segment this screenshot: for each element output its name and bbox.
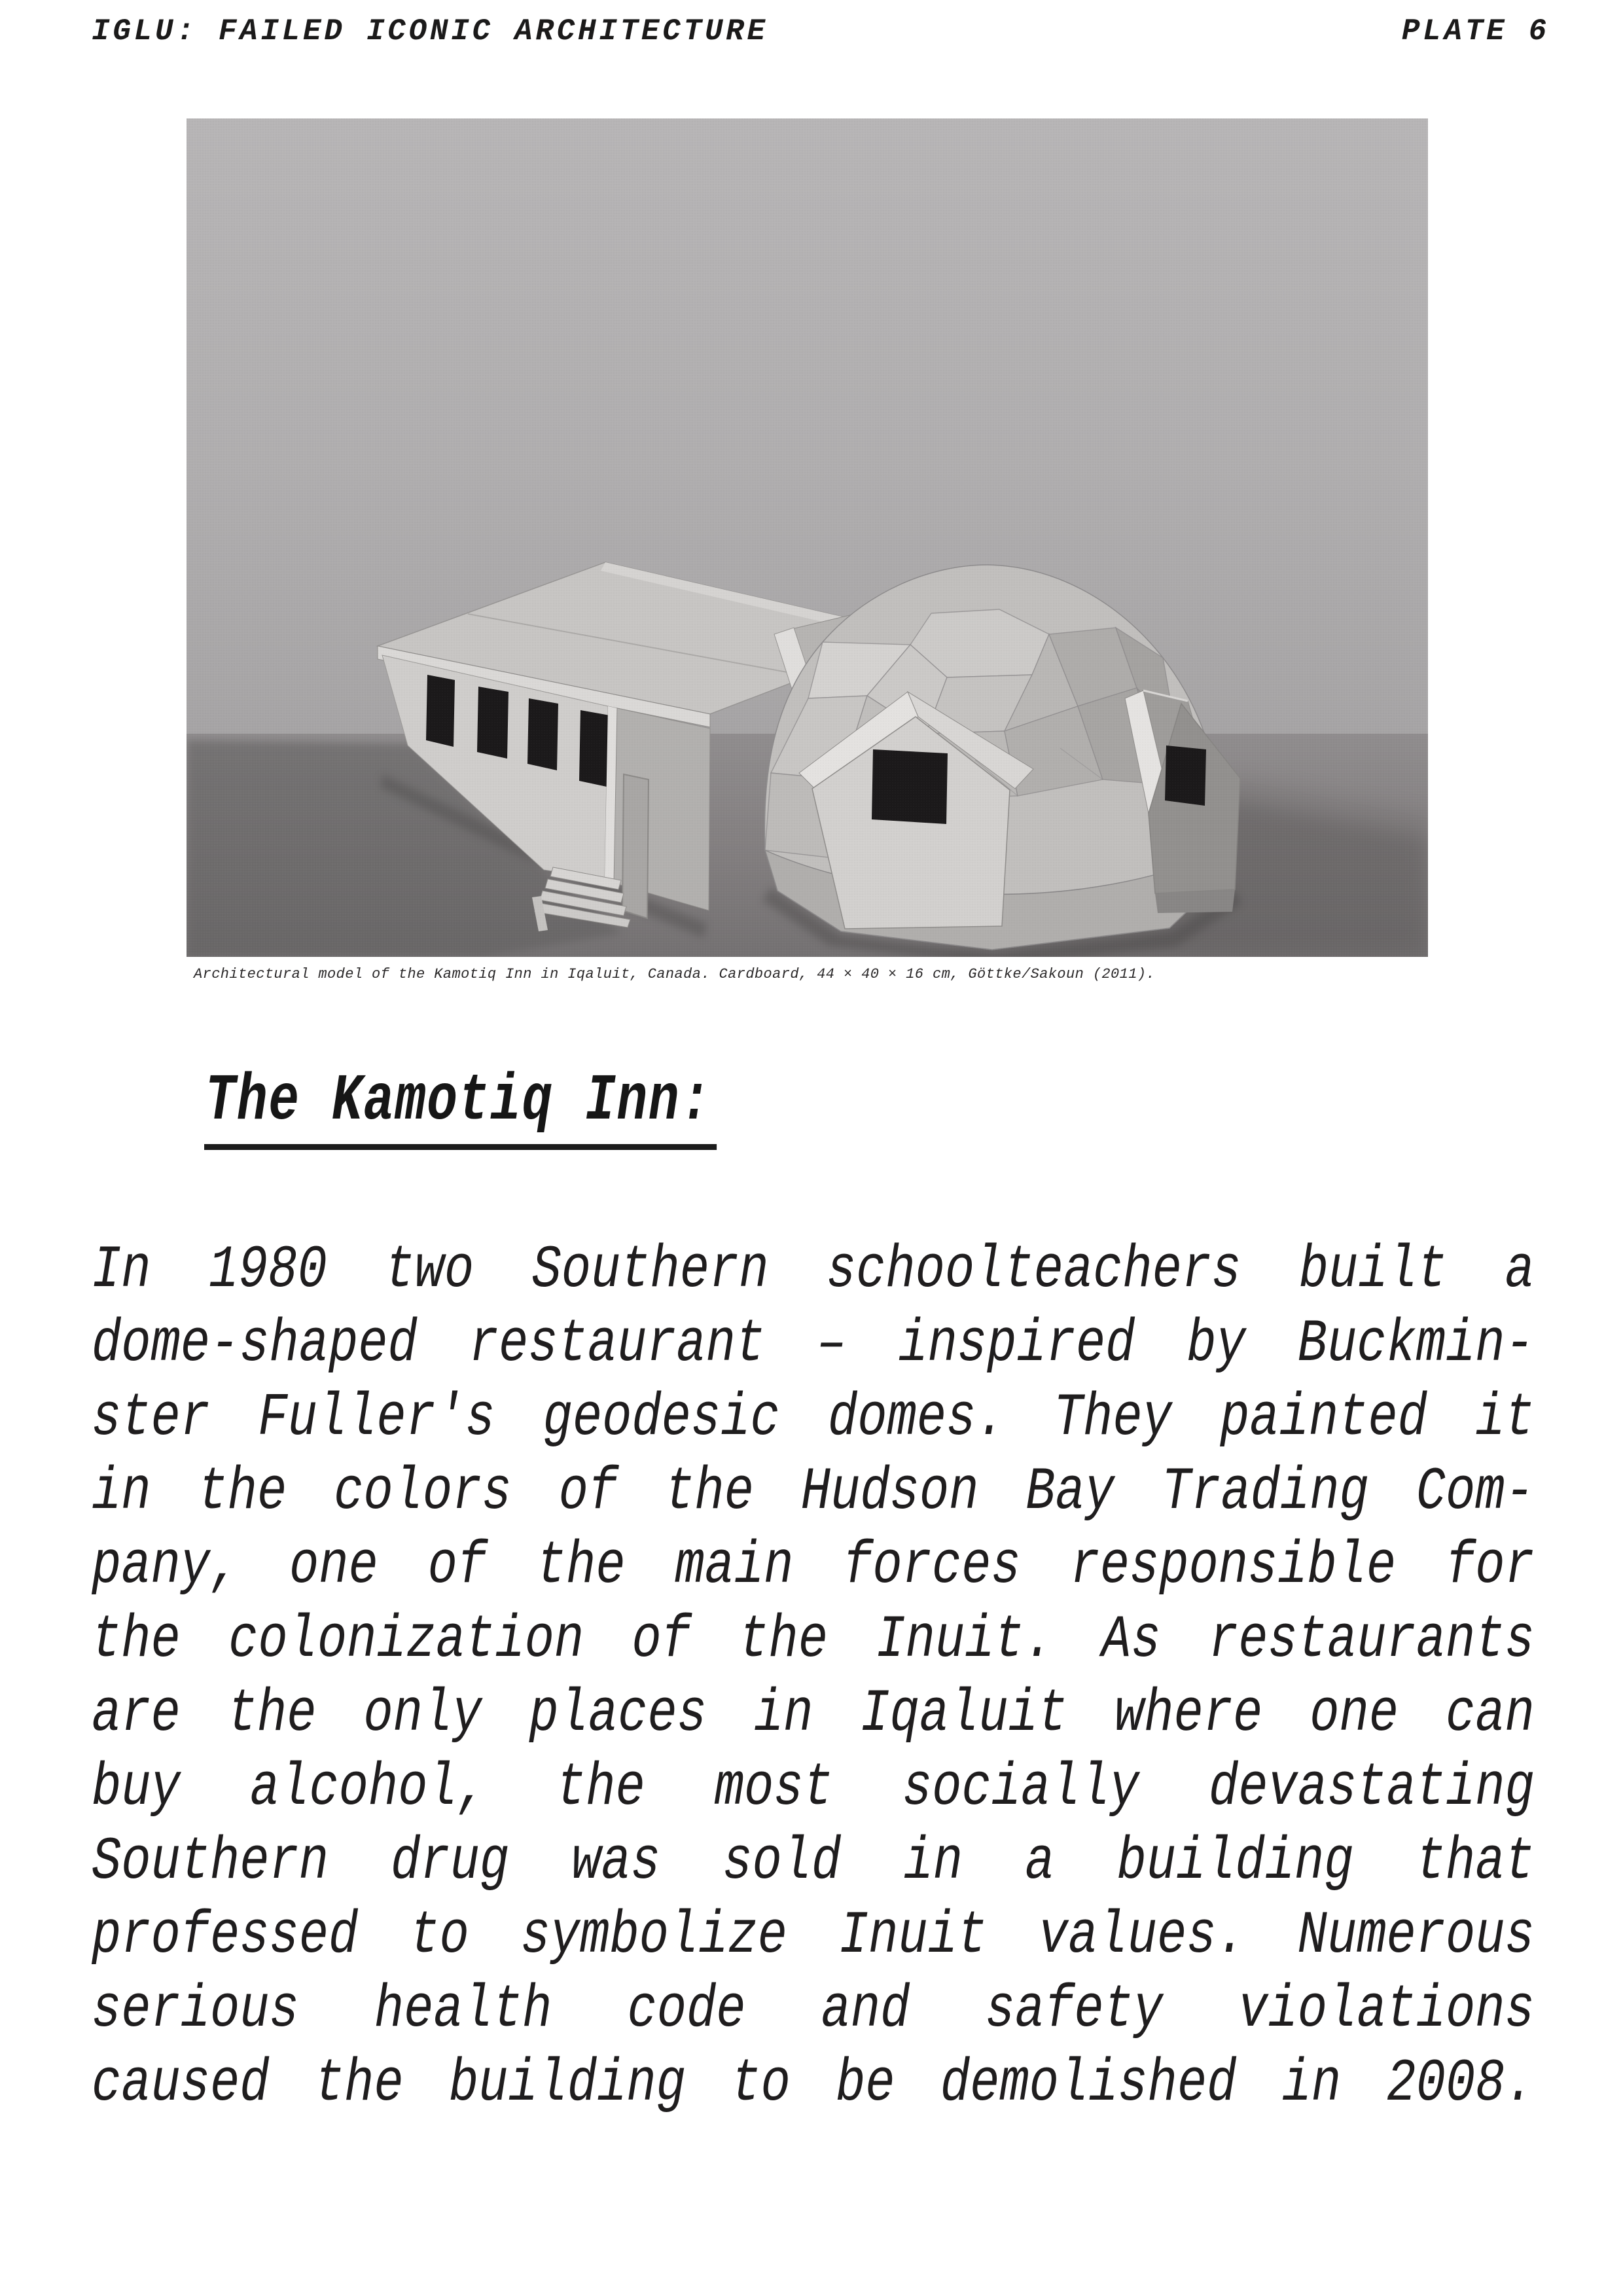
body-line: the colonization of the Inuit. As restaurants <box>92 1605 1535 1674</box>
body-line: caused the building to be demolished in 2008. <box>92 2049 1535 2118</box>
page-header-title: IGLU: FAILED ICONIC ARCHITECTURE <box>92 14 768 48</box>
halftone-texture <box>187 118 1428 957</box>
body-line: pany, one of the main forces responsible for <box>92 1532 1535 1600</box>
body-line: dome-shaped restaurant – inspired by Buckmin- <box>92 1310 1535 1378</box>
body-paragraph <box>92 1233 1535 2121</box>
figure-caption: Architectural model of the Kamotiq Inn in Iqaluit, Canada. Cardboard, 44 × 40 × 16 cm, Göttke/Sakoun (2011). <box>194 966 1156 982</box>
section-heading-text: The Kamotiq Inn: <box>204 1069 717 1150</box>
plate-number-label: PLATE 6 <box>1401 14 1550 48</box>
body-line: professed to symbolize Inuit values. Numerous <box>92 1901 1535 1970</box>
model-photo-illustration <box>187 118 1428 957</box>
body-line: In 1980 two Southern schoolteachers built a <box>92 1236 1535 1304</box>
figure-photo <box>187 118 1428 957</box>
body-line: ster Fuller's geodesic domes. They painted it <box>92 1384 1535 1452</box>
body-line: serious health code and safety violations <box>92 1975 1535 2044</box>
section-heading <box>204 1065 861 1150</box>
body-line: Southern drug was sold in a building that <box>92 1827 1535 1896</box>
body-line: in the colors of the Hudson Bay Trading Com- <box>92 1458 1535 1526</box>
body-line: are the only places in Iqaluit where one can <box>92 1679 1535 1748</box>
body-line: buy alcohol, the most socially devastating <box>92 1753 1535 1822</box>
